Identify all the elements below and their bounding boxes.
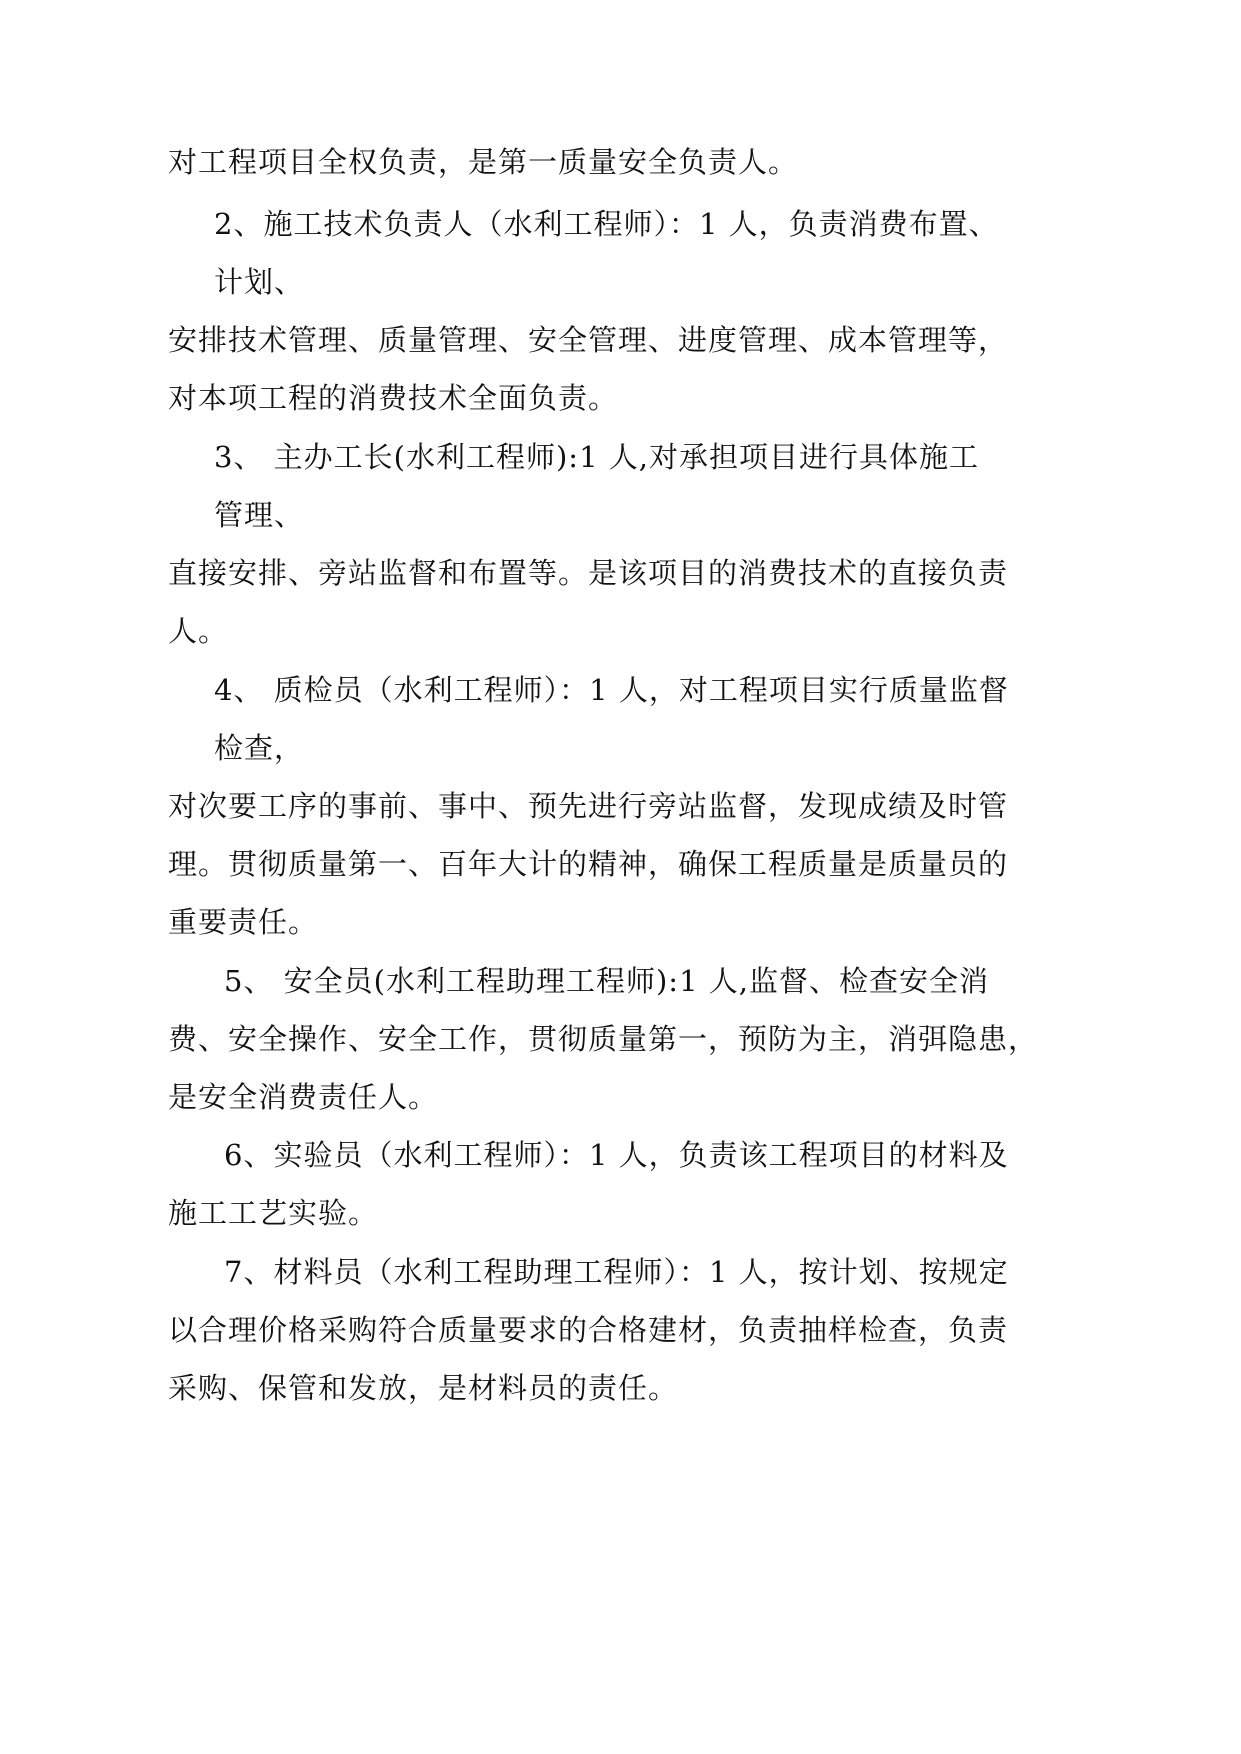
- text-line: 理。贯彻质量第一、百年大计的精神，确保工程质量是质量员的: [168, 847, 1009, 881]
- text-line: 对工程项目全权负责，是第一质量安全负责人。: [168, 145, 799, 179]
- text-line: 7、材料员（水利工程助理工程师）：1 人，按计划、按规定: [224, 1255, 1009, 1289]
- text-line: 安排技术管理、质量管理、安全管理、进度管理、成本管理等，: [168, 323, 1009, 357]
- text-line: 管理、: [214, 498, 305, 532]
- text-line: 费、安全操作、安全工作，贯彻质量第一，预防为主，消弭隐患，: [168, 1022, 1039, 1056]
- text-line: 是安全消费责任人。: [168, 1080, 439, 1114]
- text-line: 6、实验员（水利工程师）：1 人，负责该工程项目的材料及: [224, 1138, 1009, 1172]
- text-line: 重要责任。: [168, 905, 319, 939]
- text-line: 直接安排、旁站监督和布置等。是该项目的消费技术的直接负责: [168, 556, 1009, 590]
- text-line: 采购、保管和发放，是材料员的责任。: [168, 1371, 679, 1405]
- text-line: 3、 主办工长(水利工程师):1 人,对承担项目进行具体施工: [214, 440, 979, 474]
- text-line: 对本项工程的消费技术全面负责。: [168, 381, 619, 415]
- text-line: 计划、: [214, 265, 305, 299]
- text-line: 施工工艺实验。: [168, 1196, 379, 1230]
- text-line: 2、施工技术负责人（水利工程师）：1 人，负责消费布置、: [214, 207, 999, 241]
- text-line: 以合理价格采购符合质量要求的合格建材，负责抽样检查，负责: [168, 1313, 1009, 1347]
- text-line: 4、 质检员（水利工程师）：1 人，对工程项目实行质量监督: [214, 673, 1009, 707]
- text-line: 人。: [168, 614, 229, 648]
- text-line: 对次要工序的事前、事中、预先进行旁站监督，发现成绩及时管: [168, 789, 1009, 823]
- text-line: 检查，: [214, 731, 305, 765]
- text-line: 5、 安全员(水利工程助理工程师):1 人,监督、检查安全消: [224, 964, 989, 998]
